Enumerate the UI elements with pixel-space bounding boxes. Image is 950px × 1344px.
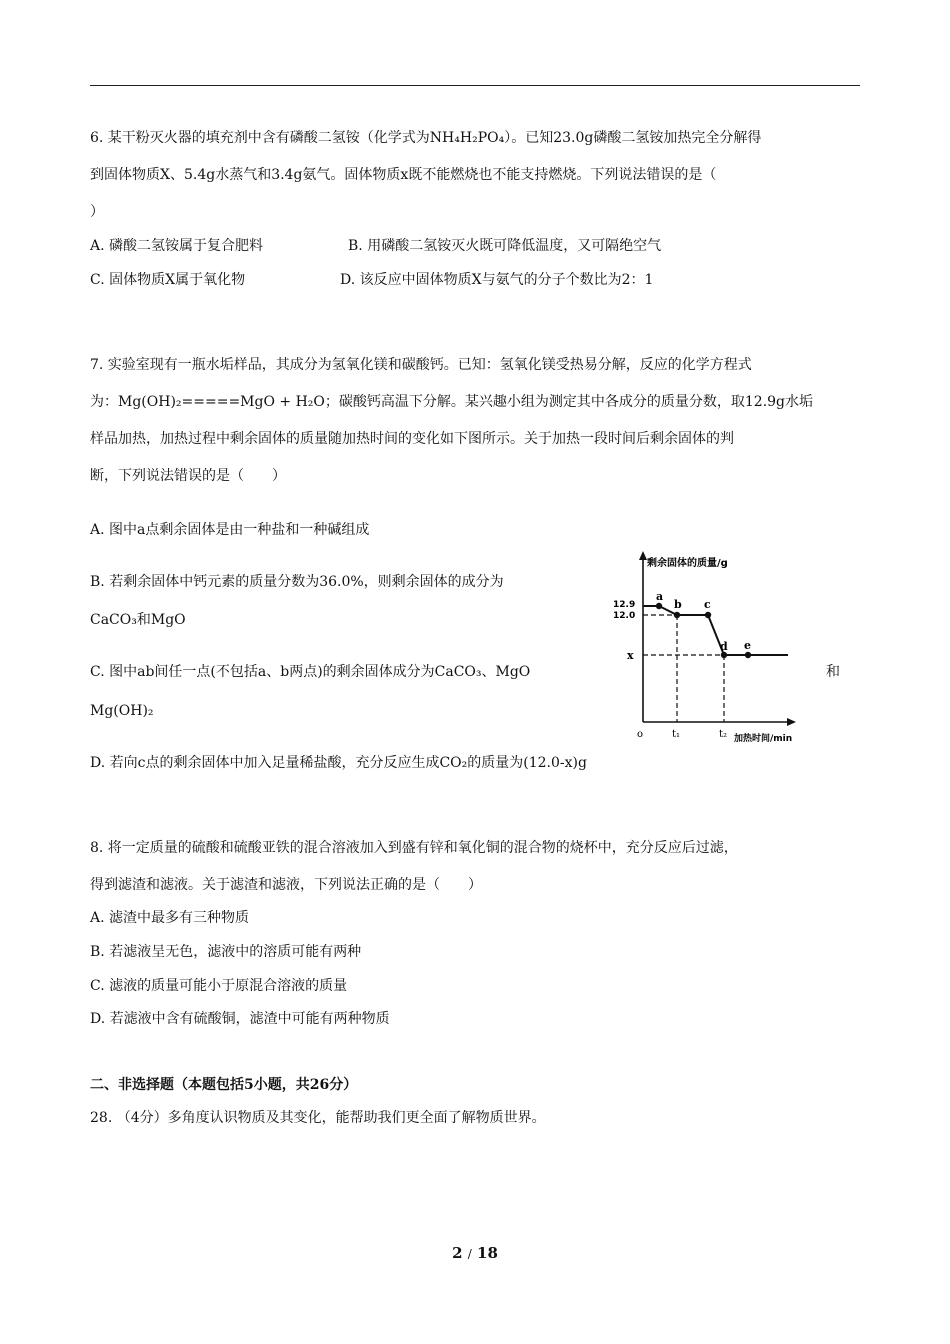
- q7-stem-line-2: 为：Mg(OH)₂=====MgO + H₂O；碳酸钙高温下分解。某兴趣小组为测定其中各成分的质量分数，取12.9g水垢: [90, 394, 814, 410]
- q8-stem-line-1: 8. 将一定质量的硫酸和硫酸亚铁的混合溶液加入到盛有锌和氧化铜的混合物的烧杯中，充分反应后过滤，: [90, 840, 738, 856]
- q6-stem-line-1: 6. 某干粉灭火器的填充剂中含有磷酸二氢铵（化学式为NH₄H₂PO₄）。已知23.0g磷酸二氢铵加热完全分解得: [90, 130, 762, 146]
- page-separator: /: [467, 1247, 472, 1261]
- q6-option-a: A. 磷酸二氢铵属于复合肥料: [90, 238, 264, 254]
- q28-stem: 28. （4分）多角度认识物质及其变化，能帮助我们更全面了解物质世界。: [90, 1110, 546, 1126]
- q6-option-b: B. 用磷酸二氢铵灭火既可降低温度，又可隔绝空气: [348, 238, 662, 254]
- y-tick-12-0: 12.0: [613, 611, 636, 621]
- point-c: [705, 612, 711, 618]
- q7-option-a: A. 图中a点剩余固体是由一种盐和一种碱组成: [90, 522, 370, 538]
- q7-stem-line-1: 7. 实验室现有一瓶水垢样品，其成分为氢氧化镁和碳酸钙。已知：氢氧化镁受热易分解，反应的化学方程式: [90, 357, 752, 373]
- q7-option-b-line-2: CaCO₃和MgO: [90, 612, 186, 628]
- page-total: 18: [477, 1244, 498, 1262]
- q8-option-d: D. 若滤液中含有硫酸铜，滤渣中可能有两种物质: [90, 1011, 390, 1027]
- q7-option-d: D. 若向c点的剩余固体中加入足量稀盐酸，充分反应生成CO₂的质量为(12.0-x)g: [90, 755, 587, 771]
- data-line: [643, 606, 788, 655]
- point-label-e: e: [744, 639, 751, 652]
- origin-label: o: [637, 729, 644, 740]
- q8-option-c: C. 滤液的质量可能小于原混合溶液的质量: [90, 978, 348, 994]
- q7-option-b-line-1: B. 若剩余固体中钙元素的质量分数为36.0%，则剩余固体的成分为: [90, 574, 504, 590]
- x-axis-label: 加热时间/min: [734, 734, 793, 744]
- page-current: 2: [452, 1244, 463, 1262]
- x-axis-arrow: [787, 718, 796, 726]
- y-axis-label: 剩余固体的质量/g: [647, 558, 728, 569]
- q6-stem-line-2: 到固体物质X、5.4g水蒸气和3.4g氨气。固体物质x既不能燃烧也不能支持燃烧。下列说法错误的是（: [90, 167, 717, 183]
- q7-option-c-line-2: Mg(OH)₂: [90, 703, 154, 719]
- point-label-c: c: [704, 598, 711, 611]
- q7-option-c-line-1: C. 图中ab间任一点(不包括a、b两点)的剩余固体成分为CaCO₃、MgO: [90, 664, 531, 680]
- q6-option-c: C. 固体物质X属于氧化物: [90, 272, 246, 288]
- q7-stem-line-4: 断，下列说法错误的是（ ）: [90, 468, 286, 484]
- q8-option-a: A. 滤渣中最多有三种物质: [90, 910, 250, 926]
- point-label-a: a: [656, 590, 664, 603]
- q6-stem-line-3: ）: [90, 204, 104, 220]
- y-axis-arrow: [639, 551, 647, 560]
- point-e: [745, 652, 751, 658]
- point-label-b: b: [674, 598, 682, 611]
- header-rule: [90, 85, 860, 86]
- q7-stem-line-3: 样品加热，加热过程中剩余固体的质量随加热时间的变化如下图所示。关于加热一段时间后剩余固体的判: [90, 431, 734, 447]
- mass-time-chart: [610, 548, 810, 748]
- q8-option-b: B. 若滤液呈无色，滤液中的溶质可能有两种: [90, 944, 362, 960]
- x-tick-t2: t₂: [719, 729, 728, 740]
- y-tick-12-9: 12.9: [613, 600, 636, 610]
- point-label-d: d: [720, 640, 728, 653]
- page-number: [0, 1244, 950, 1262]
- q6-option-d: D. 该反应中固体物质X与氨气的分子个数比为2：1: [340, 272, 654, 288]
- q8-stem-line-2: 得到滤渣和滤液。关于滤渣和滤液，下列说法正确的是（ ）: [90, 877, 482, 893]
- q7-option-c-he: 和: [826, 664, 840, 680]
- section-title: 二、非选择题（本题包括5小题，共26分）: [90, 1077, 358, 1093]
- y-tick-x: x: [627, 649, 634, 662]
- point-b: [674, 612, 680, 618]
- x-tick-t1: t₁: [672, 729, 681, 740]
- point-a: [656, 603, 662, 609]
